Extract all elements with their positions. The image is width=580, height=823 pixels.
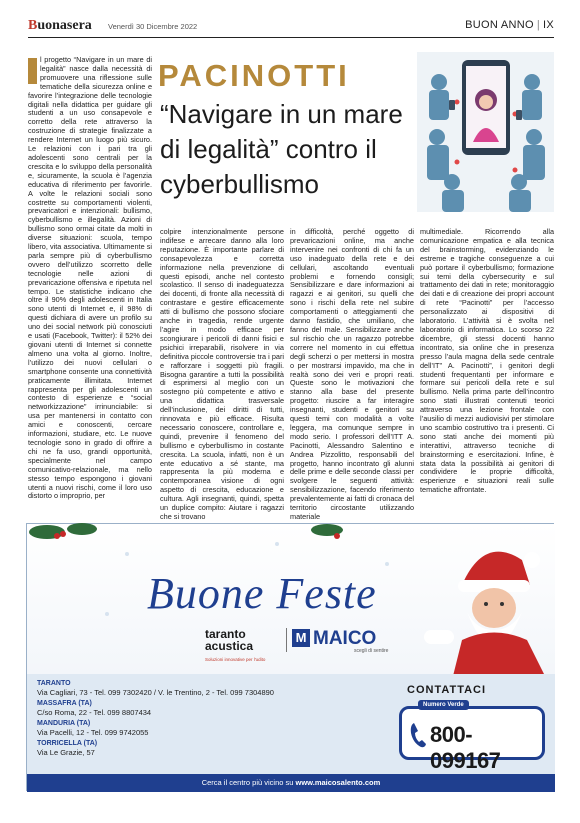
section-name: BUON ANNO bbox=[465, 19, 534, 31]
brand-tagline: Soluzioni innovative per l'udito bbox=[205, 657, 266, 662]
toll-free-box bbox=[399, 702, 545, 773]
maico-logo-icon: M bbox=[292, 629, 310, 647]
newspaper-logo: Buonasera bbox=[28, 18, 92, 33]
cyberbullying-illustration bbox=[417, 52, 554, 212]
page-header bbox=[28, 18, 554, 38]
website-link[interactable]: www.maicosalento.com bbox=[295, 778, 381, 787]
store-item: TORRICELLA (TA) Via Le Grazie, 57 bbox=[37, 740, 98, 757]
store-item: MANDURIA (TA) Via Pacelli, 12 - Tel. 099 9742055 bbox=[37, 720, 149, 737]
page-number: IX bbox=[543, 19, 554, 31]
greeting-text: Buone Feste bbox=[147, 569, 377, 618]
maico-tagline: scegli di sentire bbox=[354, 648, 389, 654]
store-item: MASSAFRA (TA) C/so Roma, 22 - Tel. 099 8807434 bbox=[37, 700, 152, 717]
issue-date: Venerdì 30 Dicembre 2022 bbox=[108, 22, 198, 31]
article-column-4: multimediale. Ricorrendo alla comunicazione empatica e alla tecnica del brainstorming, evidenziando le estreme e tragiche conseguenze a cui può portare il cyberbullismo; formazione sui temi della cybersecurity e sul trattamento dei dati in rete; monitoraggio dei dati e di creazione dei propri account di rete “Pacinotti” per l’accesso personalizzato ai dispositivi di laboratorio. L’attività si è svolta nel laboratorio di informatica. Lo scorso 22 dicembre, gli stessi docenti hanno incontrato, sia online che in presenza presso l’aula magna della sede centrale dell’IT” A. Pacinotti”, i genitori degli studenti frequentanti per informare e formare sui pericoli della rete e sul bullismo. Nella prima parte dell’incontro sono stati illustrati contenuti teorici attraverso una lezione frontale con l’ausilio di mezzi audiovisivi per stimolare uno scambio costruttivo tra i presenti. Ci sono stati anche dei momenti più interattivi, attraverso tecniche di brainstorming e esercitazioni. Infine, è stata data la possibilità ai genitori di condividere le proprie difficoltà, esperienze e situazioni reali sulle tematiche affrontate. bbox=[420, 227, 554, 495]
article-title: “Navigare in un mare di legalità” contro il cyberbullismo bbox=[160, 99, 403, 199]
brand-maico: M MAICO bbox=[292, 628, 376, 650]
store-item: TARANTO Via Cagliari, 73 - Tel. 099 7302420 / V. le Trentino, 2 - Tel. 099 7304890 bbox=[37, 680, 274, 697]
ad-banner bbox=[27, 524, 555, 674]
article-column-1: l progetto “Navigare in un mare di legalità” nasce dalla necessità di promuovere una riflessione sulle tematiche della sicurezza online e favorire l’integrazione delle tecnologie digitali nella didattica per guidare gli studenti a un uso consapevole e corretto della rete attraverso la costruzione di strategie finalizzate a rendere Internet un luogo più sicuro. Le relazioni con i pari tra gli adolescenti sono centrali per la crescita e lo sviluppo della personalità e, sicuramente, la scuola è l’agenzia educativa di riferimento per favorirle. A volte le relazioni sociali sono costrette su comportamenti violenti, prevaricatori e intenzionali: bullismo, cyberbullismo e illegalità. Azioni di bullismo sono ormai citate da molti in diverse situazioni: scuola, tempo libero, vita associativa. Ultimamente si parla sempre più di cyberbullismo ovvero dell’utilizzo scorretto delle tecnologie nelle azioni di prevaricazione offensiva e ripetuta nel tempo. Le statistiche indicano che oltre il 90% degli adolescenti in Italia sono utenti di Internet e, il 98% di questi dichiara di avere un profilo su uno dei social network più conosciuti e usati (Facebook, Twitter): il 52% dei giovani utenti di Internet si connette almeno una volta al giorno. Inoltre, l’utilizzo dei nuovi cellulari o smartphone consente una connettività praticamente illimitata. Internet rappresenta per gli adolescenti un contesto di esperienze e “social networkizzazione” irrinunciabile: si usa per mantenersi in contatto con amici e conoscenti, cercare informazioni, studiare, etc. Le nuove tecnologie sono in grado di offrire a chi ne fa uso, grandi opportunità, specialmente nel campo comunicativo-relazionale, ma nello stesso tempo espongono i giovani utenti a nuovi rischi, come il loro uso distorto o improprio, per bbox=[28, 55, 152, 501]
toll-free-number: 800-099167 bbox=[430, 722, 501, 773]
brand-taranto-acustica: taranto acustica Soluzioni innovative per l'udito bbox=[205, 628, 281, 666]
toll-free-badge: Numero Verde bbox=[418, 700, 469, 710]
article-column-3: in difficoltà, perché oggetto di prevaricazioni online, ma anche intervenire nei confronti di chi fa un uso inadeguato della rete e dei cellulari, ascoltando eventuali problemi e fornendo consigli; Sensibilizzare e dare informazioni ai ragazzi e ai genitori, su quelli che sono i rischi della rete nel subire comportamenti o atteggiamenti che danno fastidio, che umiliano, che fanno del male. Sensibilizzare anche sul rischio che un ragazzo potrebbe correre nel momento in cui effettua degli scherzi o per mettersi in mostra o per mostrarsi impavido, ma che in realtà sono dei veri e propri reati. Queste sono le motivazioni che stanno alla base del presente progetto: riuscire a far interagire insegnanti, studenti e genitori su questi temi con modalità a volte leggera, ma comunque sempre in modo serio. I professori dell’ITT A. Pacinotti, Alessandro Salentino e Andrea Pizzolitto, responsabili del progetto, hanno incontrato gli alunni delle prime e delle seconde classi per svolgere le seguenti attività: sensibilizzazione, facendo riferimento prevalentemente ai fatti di cronaca del territorio circostante utilizzando materiale bbox=[290, 227, 414, 521]
ad-contacts bbox=[27, 674, 555, 774]
section-label: BUON ANNO | IX bbox=[465, 19, 554, 31]
contact-label: CONTATTACI bbox=[407, 684, 487, 696]
ad-footer: Cerca il centro più vicino su www.maicosalento.com bbox=[27, 774, 555, 792]
phone-icon bbox=[408, 721, 428, 749]
advertisement bbox=[26, 523, 554, 791]
brand-divider bbox=[286, 628, 287, 652]
drop-cap bbox=[28, 58, 37, 84]
santa-claus-image bbox=[422, 530, 552, 680]
store-list bbox=[37, 680, 387, 760]
article-kicker: PACINOTTI bbox=[158, 58, 350, 93]
article-column-2: colpire intenzionalmente persone indifese e arrecare danno alla loro reputazione. È importante parlare di consapevolezza e corretta informazione nella prevenzione di questi episodi, anche nel contesto scolastico. Il senso di inadeguatezza dei docenti, di fronte alla necessità di contrastare e gestire efficacemente atti di bullismo che possono sfociare anche in tragedia, rende urgente l’agire in modo efficace per scongiurare i pericoli di danni fisici e psichici irreparabili, risolvere in via definitiva piccole controversie tra i pari e rafforzare i soggetti più fragili. Bisogna garantire a tutti la possibilità di esprimersi al meglio con un sostegno più competente e attivo e una didattica trasversale dell’inclusione, dei diritti di tutti, rinnovata e più efficace. Risulta necessario conoscere, controllare e, quindi, prevenire il fenomeno del bullismo e cyberbullismo in costante crescita. La scuola, infatti, non è un ente educativo a sé stante, ma rappresenta la più moderna e contemporanea visione di ogni aspetto di crescita, educazione e cultura. Agli insegnanti, quindi, spetta un duplice compito: Aiutare i ragazzi che si trovano bbox=[160, 227, 284, 521]
